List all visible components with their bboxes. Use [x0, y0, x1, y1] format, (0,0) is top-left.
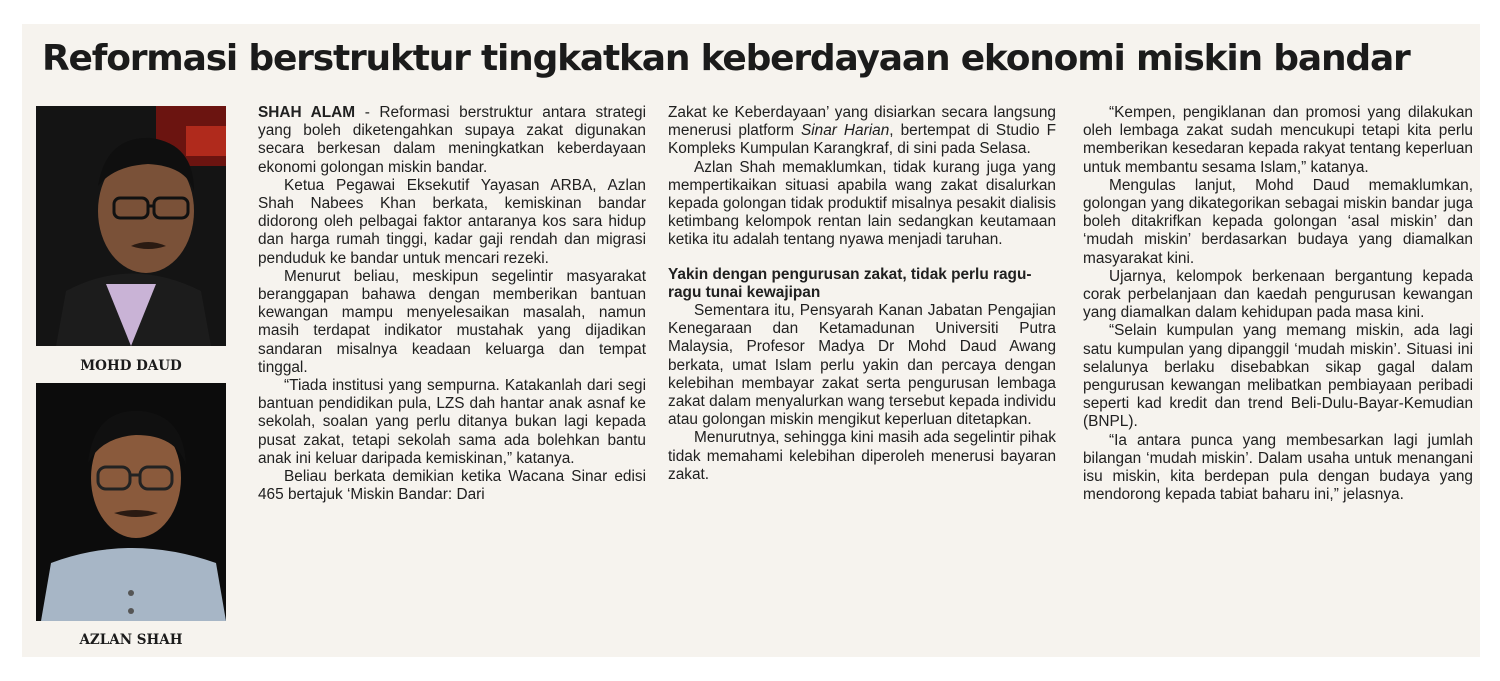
article-paragraph: SHAH ALAM - Reformasi berstruktur antara strategi yang boleh diketengahkan supaya zakat digunakan secara berkesan dalam meningkatkan keberdayaan ekonomi golongan miskin bandar. [258, 104, 647, 176]
article-paragraph: “Selain kumpulan yang memang miskin, ada lagi satu kumpulan yang dipanggil ‘mudah miskin’. Situasi ini selalunya berlaku disebabkan sikap gagal dalam pengurusan kewangan melibatkan pembiayaan peribadi seperti kad kredit dan trend Beli-Dulu-Bayar-Kemudian (BNPL). [1083, 322, 1473, 431]
article-column-3 [1083, 104, 1473, 504]
article-paragraph: Ketua Pegawai Eksekutif Yayasan ARBA, Azlan Shah Nabees Khan berkata, kemiskinan bandar didorong oleh pelbagai faktor antaranya kos sara hidup dan harga rumah tinggi, kadar gaji rendah dan migrasi penduduk ke bandar untuk mencari rezeki. [258, 176, 646, 267]
article-column-2 [668, 104, 1056, 484]
publication-name: Sinar Harian [800, 122, 890, 140]
photo-azlan-shah [36, 383, 226, 621]
portrait-azlan-shah-image [36, 383, 226, 621]
article-column-1 [258, 104, 646, 504]
article-paragraph: Ujarnya, kelompok berkenaan bergantung kepada corak perbelanjaan dan kaedah pengurusan kewangan yang diamalkan dalam kehidupan pada masa kini. [1083, 267, 1473, 322]
article-paragraph: Sementara itu, Pensyarah Kanan Jabatan Pengajian Kenegaraan dan Ketamadunan Universiti Putra Malaysia, Profesor Madya Dr Mohd Daud Awang berkata, umat Islam perlu yakin dan percaya dengan kelebihan membayar zakat serta pengurusan lembaga zakat dalam menyalurkan wang tersebut kepada individu atau golongan miskin mengikut keperluan ditetapkan. [668, 302, 1056, 429]
article-paragraph: Azlan Shah memaklumkan, tidak kurang juga yang mempertikaikan situasi apabila wang zakat disalurkan kepada golongan tidak produktif misalnya pesakit dialisis ketimbang kelompok rentan lain sedangkan keutamaan ketika itu adalah tentang nyawa menjadi taruhan. [668, 158, 1056, 249]
photo-mohd-daud [36, 106, 226, 346]
article-paragraph: “Kempen, pengiklanan dan promosi yang dilakukan oleh lembaga zakat sudah mencukupi tetapi kita perlu memberikan kesedaran kepada rakyat tentang keperluan untuk membantu sesama Islam,” katanya. [1083, 104, 1473, 176]
dateline: SHAH ALAM [258, 104, 356, 121]
subheading: Yakin dengan pengurusan zakat, tidak perlu ragu-ragu tunai kewajipan [668, 265, 1032, 301]
article-paragraph: “Tiada institusi yang sempurna. Katakanlah dari segi bantuan pendidikan pula, LZS dah hantar anak asnaf ke sekolah, soalan yang perlu ditanya bukan lagi kepada pusat zakat, tetapi sekolah sama ada bolehkan bantu anak ini keluar daripada kemiskinan,” katanya. [258, 377, 646, 467]
article-paragraph: Menurut beliau, meskipun segelintir masyarakat beranggapan bahawa dengan memberikan bantuan kewangan mampu menyelesaikan masalah, namun masih terdapat indikator mustahak yang dijadikan sandaran misalnya keadaan keluarga dan tempat tinggal. [258, 267, 646, 376]
photo-caption: AZLAN SHAH [79, 632, 183, 648]
article-paragraph: Zakat ke Keberdayaan’ yang disiarkan secara langsung menerusi platform Sinar Harian, bertempat di Studio F Kompleks Kumpulan Karangkraf, di sini pada Selasa. [668, 104, 1057, 158]
photo-caption: MOHD DAUD [80, 358, 182, 374]
article-paragraph: “Ia antara punca yang membesarkan lagi jumlah bilangan ‘mudah miskin’. Dalam usaha untuk menangani isu miskin, kita berdepan pula dengan budaya yang mendorong kepada tabiat baharu ini,” jelasnya. [1083, 431, 1473, 504]
portrait-mohd-daud-image [36, 106, 226, 346]
article-paragraph: Beliau berkata demikian ketika Wacana Sinar edisi 465 bertajuk ‘Miskin Bandar: Dari [258, 468, 646, 504]
headline: Reformasi berstruktur tingkatkan keberdayaan ekonomi miskin bandar [42, 38, 1410, 79]
article-paragraph: Menurutnya, sehingga kini masih ada segelintir pihak tidak memahami kelebihan diperoleh menerusi bayaran zakat. [668, 429, 1056, 483]
article-paragraph: Mengulas lanjut, Mohd Daud memaklumkan, golongan yang dikategorikan sebagai miskin bandar juga boleh ditakrifkan kepada golongan ‘asal miskin’ dan ‘mudah miskin’ berdasarkan budaya yang diamalkan masyarakat kini. [1083, 176, 1473, 267]
